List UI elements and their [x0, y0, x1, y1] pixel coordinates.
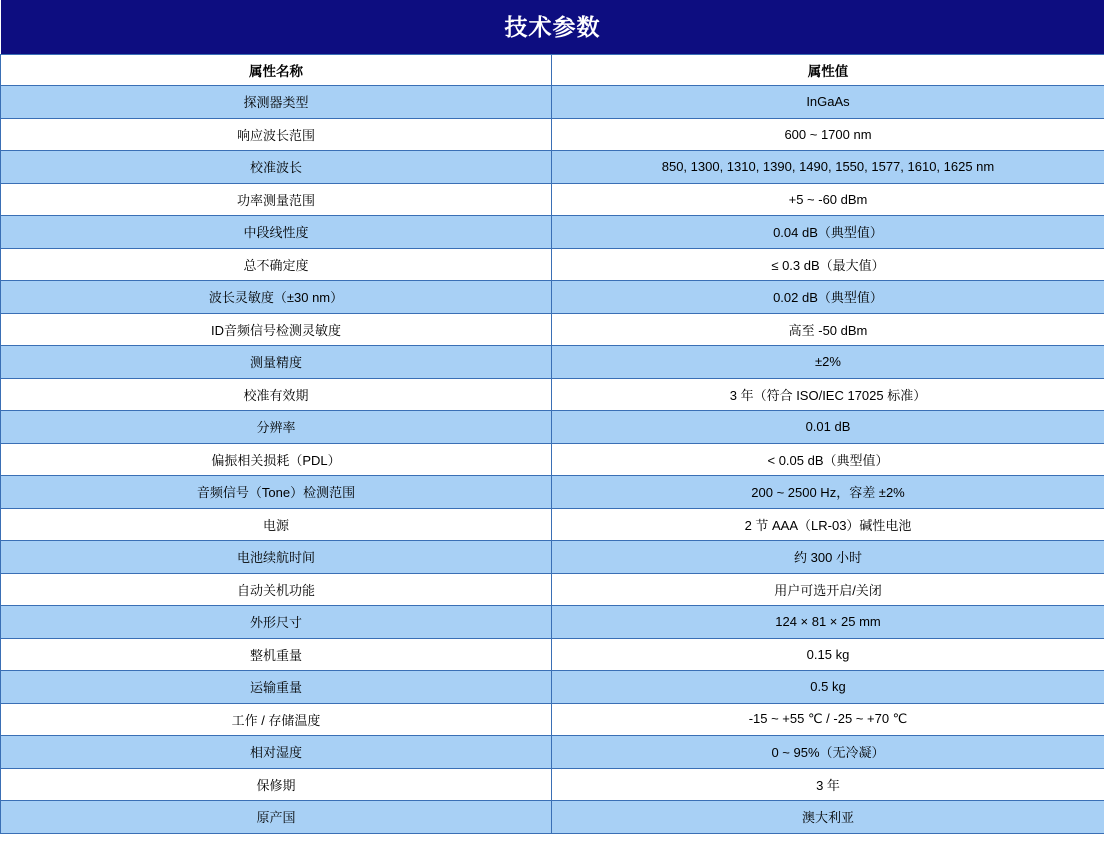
property-name: 电源 — [1, 508, 552, 541]
property-name: 整机重量 — [1, 638, 552, 671]
table-row — [1, 118, 1104, 151]
column-header-value: 属性值 — [552, 55, 1104, 86]
table-title-row — [1, 0, 1104, 55]
table-row — [1, 476, 1104, 509]
table-row — [1, 638, 1104, 671]
property-name: 中段线性度 — [1, 216, 552, 249]
table-row — [1, 216, 1104, 249]
property-value: 约 300 小时 — [552, 541, 1104, 574]
table-row — [1, 606, 1104, 639]
property-name: 自动关机功能 — [1, 573, 552, 606]
property-value: 124 × 81 × 25 mm — [552, 606, 1104, 639]
property-value: InGaAs — [552, 86, 1104, 119]
table-row — [1, 378, 1104, 411]
property-value: 澳大利亚 — [552, 801, 1104, 834]
property-value: 高至 -50 dBm — [552, 313, 1104, 346]
table-row — [1, 801, 1104, 834]
table-row — [1, 151, 1104, 184]
property-value: 3 年（符合 ISO/IEC 17025 标准） — [552, 378, 1104, 411]
property-name: 相对湿度 — [1, 736, 552, 769]
property-value: 850, 1300, 1310, 1390, 1490, 1550, 1577, 1610, 1625 nm — [552, 151, 1104, 184]
property-name: 运输重量 — [1, 671, 552, 704]
property-value: < 0.05 dB（典型值） — [552, 443, 1104, 476]
property-value: 0.5 kg — [552, 671, 1104, 704]
property-name: 响应波长范围 — [1, 118, 552, 151]
table-row — [1, 703, 1104, 736]
property-name: 探测器类型 — [1, 86, 552, 119]
property-value: 600 ~ 1700 nm — [552, 118, 1104, 151]
property-name: 电池续航时间 — [1, 541, 552, 574]
property-name: 工作 / 存储温度 — [1, 703, 552, 736]
property-value: 0 ~ 95%（无冷凝） — [552, 736, 1104, 769]
property-name: 波长灵敏度（±30 nm） — [1, 281, 552, 314]
property-name: 偏振相关损耗（PDL） — [1, 443, 552, 476]
property-value: 3 年 — [552, 768, 1104, 801]
property-name: 音频信号（Tone）检测范围 — [1, 476, 552, 509]
property-value: 200 ~ 2500 Hz，容差 ±2% — [552, 476, 1104, 509]
property-value: 0.01 dB — [552, 411, 1104, 444]
page-title: 技术参数 — [1, 0, 1104, 55]
table-row — [1, 508, 1104, 541]
table-row — [1, 671, 1104, 704]
property-value: 0.15 kg — [552, 638, 1104, 671]
property-name: 分辨率 — [1, 411, 552, 444]
property-value: -15 ~ +55 ℃ / -25 ~ +70 ℃ — [552, 703, 1104, 736]
table-row — [1, 281, 1104, 314]
property-name: 校准有效期 — [1, 378, 552, 411]
property-name: 测量精度 — [1, 346, 552, 379]
property-name: 保修期 — [1, 768, 552, 801]
property-name: 总不确定度 — [1, 248, 552, 281]
property-value: 用户可选开启/关闭 — [552, 573, 1104, 606]
table-header-row — [1, 55, 1104, 86]
property-value: ±2% — [552, 346, 1104, 379]
table-row — [1, 443, 1104, 476]
table-row — [1, 411, 1104, 444]
property-value: ≤ 0.3 dB（最大值） — [552, 248, 1104, 281]
property-name: 原产国 — [1, 801, 552, 834]
table-row — [1, 86, 1104, 119]
property-name: 功率测量范围 — [1, 183, 552, 216]
table-row — [1, 768, 1104, 801]
table-row — [1, 346, 1104, 379]
column-header-name: 属性名称 — [1, 55, 552, 86]
property-value: +5 ~ -60 dBm — [552, 183, 1104, 216]
table-row — [1, 248, 1104, 281]
property-name: 外形尺寸 — [1, 606, 552, 639]
property-name: ID音频信号检测灵敏度 — [1, 313, 552, 346]
property-value: 0.02 dB（典型值） — [552, 281, 1104, 314]
property-value: 2 节 AAA（LR-03）碱性电池 — [552, 508, 1104, 541]
property-name: 校准波长 — [1, 151, 552, 184]
table-row — [1, 313, 1104, 346]
table-row — [1, 183, 1104, 216]
table-row — [1, 541, 1104, 574]
table-row — [1, 573, 1104, 606]
table-body — [1, 86, 1104, 834]
property-value: 0.04 dB（典型值） — [552, 216, 1104, 249]
table-row — [1, 736, 1104, 769]
